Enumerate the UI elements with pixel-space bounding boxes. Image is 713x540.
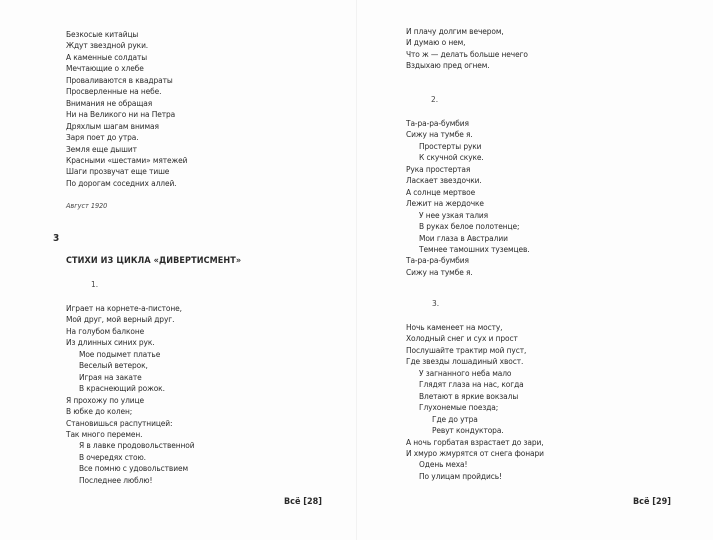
poem-line: А солнце мертвое [406, 186, 476, 197]
poem-line: Одень меха! [419, 459, 468, 470]
poem-line: Та-ра-ра-бумбия [406, 255, 469, 266]
poem-line: Так много перемен. [66, 428, 143, 439]
poem-line: Лежит на жердочке [406, 198, 484, 209]
poem-line: На голубом балконе [66, 325, 145, 336]
part-number: 2. [431, 94, 439, 104]
poem-line: Ни на Великого ни на Петра [66, 109, 176, 120]
poem-line: Играет на корнете-а-пистоне, [66, 303, 182, 313]
poem-line: Сижу на тумбе я. [406, 266, 473, 277]
poem-stanza [66, 303, 195, 486]
poem-line: Глухонемые поезда; [419, 402, 499, 413]
poem-line: В краснеющий рожок. [79, 383, 165, 394]
poem-line: По улицам пройдись! [419, 470, 502, 481]
poem-line: Внимания не обращая [66, 97, 153, 108]
poem-line: Шаги прозвучат еще тише [66, 166, 170, 177]
page-footer: Всё [28] [284, 497, 322, 507]
poem-line: Мой друг, мой верный друг. [66, 314, 175, 325]
poem-line: Влетают в яркие вокзалы [419, 390, 519, 401]
poem-line: Все помню с удовольствием [79, 463, 188, 474]
section-number: 3 [53, 233, 60, 244]
poem-line: Просверленные на небе. [66, 86, 162, 97]
poem-line: Из длинных синих рук. [66, 337, 155, 348]
poem-line: Последнее люблю! [79, 474, 153, 485]
poem-line: Веселый ветерок, [79, 360, 148, 371]
poem-line: Что ж — делать больше нечего [406, 48, 528, 59]
poem-line: Та-ра-ра-бумбия [406, 118, 469, 128]
poem-line: Я в лавке продовольственной [79, 440, 195, 451]
poem-line: Рука простертая [406, 163, 471, 174]
page-gutter [356, 0, 357, 540]
poem-line: Заря поет до утра. [66, 132, 139, 143]
poem-line: Ждут звездной руки. [66, 40, 149, 51]
poem-line: Мои глаза в Австралии [419, 232, 508, 243]
poem-line: И думаю о нем, [406, 37, 466, 48]
poem-line: Проваливаются в квадраты [66, 74, 173, 85]
poem-line: Послушайте трактир мой пуст, [406, 344, 527, 355]
poem-line: Безкосые китайцы [66, 29, 139, 39]
poem-line: И плачу долгим вечером, [406, 26, 504, 36]
poem-line: У нее узкая талия [419, 209, 489, 220]
poem-line: Дряхлым шагам внимая [66, 120, 159, 131]
poem-stanza [406, 26, 528, 72]
poem-line: Ласкает звездочки. [406, 175, 482, 186]
poem-line: У загнанного неба мало [419, 367, 512, 378]
poem-line: Мечтающие о хлебе [66, 63, 144, 74]
poem-line: В очередях стою. [79, 451, 146, 462]
poem-line: По дорогам соседних аллей. [66, 177, 177, 188]
poem-line: К скучной скуке. [419, 152, 484, 163]
poem-line: Я прохожу по улице [66, 394, 144, 405]
poem-line: А ночь горбатая взрастает до зари, [406, 436, 544, 447]
poem-stanza [406, 118, 530, 278]
poem-line: Темнее тамошних туземцев. [419, 243, 530, 254]
poem-stanza [406, 322, 544, 482]
poem-line: В руках белое полотенце; [419, 221, 520, 232]
page-footer: Всё [29] [633, 497, 671, 507]
poem-line: Становишься распутницей: [66, 417, 173, 428]
poem-line: В юбке до колен; [66, 406, 133, 417]
poem-line: Сижу на тумбе я. [406, 129, 473, 140]
poem-line: Ревут кондуктора. [432, 425, 504, 436]
poem-line: Мое подымет платье [79, 348, 161, 359]
poem-line: Играя на закате [79, 371, 142, 382]
poem-line: Земля еще дышит [66, 143, 137, 154]
poem-line: Холодный снег и сух и прост [406, 333, 518, 344]
part-number: 3. [432, 298, 440, 308]
poem-line: А каменные солдаты [66, 51, 148, 62]
poem-line: Где звезды лошадиный хвост. [406, 356, 524, 367]
poem-line: Где до утра [432, 413, 478, 424]
poem-line: Вздыхаю пред огнем. [406, 60, 490, 71]
poem-stanza [66, 29, 187, 189]
poem-line: Глядят глаза на нас, когда [419, 379, 524, 390]
part-number: 1. [91, 279, 99, 289]
poem-line: И хмуро жмурятся от снега фонари [406, 447, 544, 458]
poem-line: Ночь каменеет на мосту, [406, 322, 503, 332]
poem-date: Август 1920 [66, 201, 108, 210]
poem-line: Красными «шестами» мятежей [66, 154, 188, 165]
poem-line: Простерты руки [419, 140, 482, 151]
section-heading: СТИХИ ИЗ ЦИКЛА «ДИВЕРТИСМЕНТ» [66, 256, 242, 266]
